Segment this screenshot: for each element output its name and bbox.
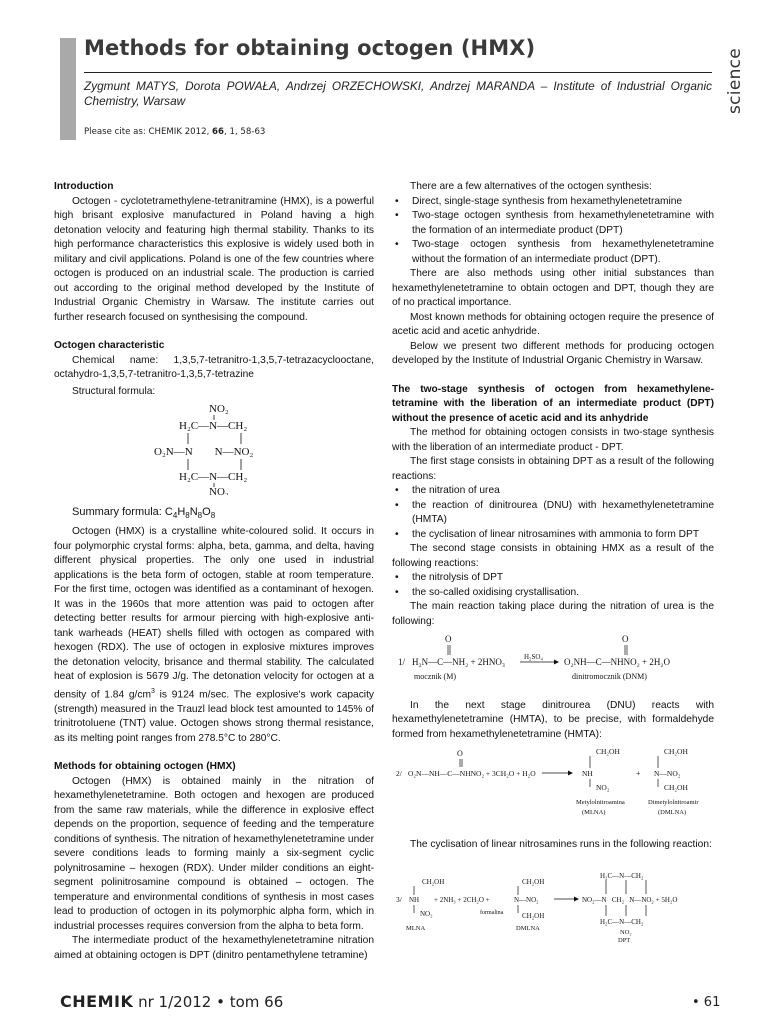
paragraph-main-reaction: The main reaction taking place during the nitration of urea is the following: <box>392 601 714 627</box>
paragraph-chemical-name: Chemical name: 1,3,5,7-tetranitro-1,3,5,7-tetrazacyclooctane, octahydro-1,3,5,7-tetranitro-1,3,5,7-tetrazine <box>54 354 374 380</box>
svg-text:H₂N—C—NH₂ + 2HNO₃: H₂N—C—NH₂ + 2HNO₃ <box>412 657 505 667</box>
article-title: Methods for obtaining octogen (HMX) <box>84 36 536 60</box>
svg-text:(MLNA): (MLNA) <box>582 809 606 816</box>
paragraph-methods: Octogen (HMX) is obtained mainly in the nitration of hexamethylenetetramine. Both octogen and hexogen are produced from the same raw materials, while the difference in explosive effect depends on the proportion, sequence of feeding and the temperature conditions of synthesis. The nitration of hexamethylenetetramine under severe conditions leads to forming mainly a six-segment cyclic polynitrosamine – hexogen (RDX). Under milder conditions an eight-segment polinitrosamine compound is obtained – octogen. The temperature and environmental conditions of synthesis in most cases lead to production of octogen in its polymorphic alpha form, which in industrial processes requires conversion from the alpha to beta form. <box>54 775 374 932</box>
svg-text:O₂N—NH—C—NHNO₂ + 3CH₂O + H₂O: O₂N—NH—C—NHNO₂ + 3CH₂O + H₂O <box>408 769 536 778</box>
svg-text:CH₂OH: CH₂OH <box>664 783 688 792</box>
second-stage-list <box>392 571 714 600</box>
svg-text:NO₂: NO₂ <box>620 929 632 936</box>
paragraph-most-known: Most known methods for obtaining octogen require the presence of acetic acid and acetic anhydride. <box>392 311 714 337</box>
svg-text:N—NO₂: N—NO₂ <box>514 896 539 904</box>
svg-text:NH: NH <box>409 896 420 904</box>
svg-text:Dimetylolnitroamir: Dimetylolnitroamir <box>648 799 699 806</box>
title-divider <box>84 72 712 73</box>
struct-row2: O₂N—N N—NO₂ <box>154 446 254 458</box>
svg-text:H₂C—N—CH₂: H₂C—N—CH₂ <box>600 918 644 926</box>
svg-text:CH₂OH: CH₂OH <box>596 747 620 756</box>
reaction-2 <box>392 742 714 822</box>
svg-text:CH₂OH: CH₂OH <box>422 878 445 886</box>
svg-text:NO₂: NO₂ <box>420 910 433 918</box>
struct-row3: H₂C—N—CH₂ <box>179 471 248 483</box>
svg-text:(DMLNA): (DMLNA) <box>658 809 687 816</box>
section-side-label <box>722 38 748 118</box>
svg-text:CH₂OH: CH₂OH <box>522 878 545 886</box>
struct-row1: H₂C—N—CH₂ <box>179 420 248 432</box>
paragraph-octogen: Octogen (HMX) is a crystalline white-coloured solid. It occurs in four polymorphic crystal forms: alpha, beta, gamma, and delta, having different physical properties. The only one used in industrial applications is the beta form of octogen, stable at room temperature. For the first time, octogen was identified as a contaminant of hexogen. It was in the 1960s that more attention was paid to octogen after detecting better results for armour piercing with high-explosive anti-tank warheads (HEAT) shells filled with octogen as compared with hexogen (RDX). The use of octogen in explosive mixtures improves the detonation velocity, brisance and thermal stability. The calculated heat of explosion is 5679 J/g. The detonation velocity for octogen at a density of 1.84 $g/cm^3$ is 9124 m/sec. The explosive's work capacity (strength) measured in the Trauzl lead block test amounted to 145% of trinitrotoluene (TNT) value. Octogen shows strong thermal resistance, as its melting point ranges from 278.5°C to 280°C. <box>54 526 374 744</box>
reaction-1 <box>392 629 714 685</box>
paragraph-alternatives: There are a few alternatives of the octogen synthesis: <box>410 181 652 192</box>
paragraph-below: Below we present two different methods for producing octogen developed by the Institute of Industrial Organic Chemistry in Warsaw. <box>392 340 714 366</box>
heading-two-stage: The two-stage synthesis of octogen from hexamethylene-tetramine with the liberation of an intermediate product (DPT) without the presence of acetic acid and its anhydride <box>392 383 714 424</box>
heading-characteristic: Octogen characteristic <box>54 340 165 351</box>
svg-text:1/: 1/ <box>398 657 406 667</box>
svg-text:O: O <box>457 749 463 758</box>
side-label-text: science <box>725 47 745 114</box>
first-stage-list <box>392 484 714 542</box>
paragraph-intermediate: The intermediate product of the hexamethylenetetramine nitration aimed at obtaining octogen is DPT (dinitro pentamethylene tetramine) <box>54 935 374 961</box>
list-item: • Two-stage octogen synthesis from hexamethylenetetramine with the formation of an intermediate product (DPT) <box>392 209 714 238</box>
svg-text:Metylolnitroamina: Metylolnitroamina <box>576 799 625 806</box>
header-accent-bar <box>60 38 76 140</box>
svg-text:dinitromocznik (DNM): dinitromocznik (DNM) <box>572 672 647 681</box>
list-item: • the cyclisation of linear nitrosamines with ammonia to form DPT <box>392 528 714 543</box>
svg-text:CH₂OH: CH₂OH <box>664 747 688 756</box>
page-number: • 61 <box>692 995 721 1010</box>
svg-text:formalina: formalina <box>480 910 504 916</box>
svg-text:O: O <box>445 634 452 644</box>
citation-line <box>84 127 265 137</box>
left-column <box>54 180 374 963</box>
journal-name: CHEMIK <box>60 992 134 1011</box>
svg-text:3/: 3/ <box>396 895 402 904</box>
svg-text:+: + <box>636 769 641 778</box>
svg-text:2/: 2/ <box>396 769 402 778</box>
list-item: • the reaction of dinitrourea (DNU) with hexamethylenetetramine (HMTA) <box>392 499 714 528</box>
paragraph-first-stage: The first stage consists in obtaining DPT as a result of the following reactions: <box>392 456 714 482</box>
cite-suffix: , 1, 58-63 <box>224 127 266 137</box>
cite-volume: 66 <box>212 127 225 137</box>
article-authors: Zygmunt MATYS, Dorota POWAŁA, Andrzej ORZECHOWSKI, Andrzej MARANDA – Institute of Industrial Organic Chemistry, Warsaw <box>84 79 712 108</box>
paragraph-method: The method for obtaining octogen consists in two-stage synthesis with the liberation of an intermediate product - DPT. <box>392 427 714 453</box>
svg-text:O: O <box>622 634 629 644</box>
alternatives-list <box>392 195 714 268</box>
svg-text:+ 2NH₃ + 2CH₂O +: + 2NH₃ + 2CH₂O + <box>434 896 490 904</box>
svg-text:O₂NH—C—NHNO₂ + 2H₂O: O₂NH—C—NHNO₂ + 2H₂O <box>564 657 670 667</box>
svg-text:NO₂—N CH₂ N—NO₂ + 5H₂O: NO₂—N CH₂ N—NO₂ + 5H₂O <box>582 896 678 904</box>
paragraph-second-stage: The second stage consists in obtaining HMX as a result of the following reactions: <box>392 543 714 569</box>
heading-methods: Methods for obtaining octogen (HMX) <box>54 761 236 773</box>
paragraph-cyclisation: The cyclisation of linear nitrosamines runs in the following reaction: <box>410 838 712 850</box>
svg-text:DMLNA: DMLNA <box>516 925 540 932</box>
svg-text:H₂C—N—CH₂: H₂C—N—CH₂ <box>600 872 644 880</box>
cite-prefix: Please cite as: CHEMIK 2012, <box>84 127 213 137</box>
list-item: • the so-called oxidising crystallisation. <box>392 586 714 601</box>
list-item: • the nitrolysis of DPT <box>392 571 714 586</box>
right-column <box>392 180 714 950</box>
summary-formula: Summary formula: $C_4H_8N_8O_8$ <box>72 505 216 520</box>
svg-text:CH₂OH: CH₂OH <box>522 912 545 920</box>
svg-text:H₂SO₄: H₂SO₄ <box>524 653 543 661</box>
svg-text:N—NO₂: N—NO₂ <box>654 769 681 778</box>
journal-issue: nr 1/2012 • tom 66 <box>133 993 284 1011</box>
svg-text:mocznik (M): mocznik (M) <box>414 672 456 681</box>
list-item: • Two-stage octogen synthesis from hexamethylenetetramine without the formation of an intermediate product (DPT). <box>392 238 714 267</box>
heading-introduction: Introduction <box>54 181 114 192</box>
svg-text:MLNA: MLNA <box>406 925 426 932</box>
svg-text:NH: NH <box>582 769 593 778</box>
paragraph-next-stage: In the next stage dinitrourea (DNU) reacts with hexamethylenetetramine (HMTA), to be precise, with formaldehyde formed from hexamethylenetetramine (HMTA): <box>392 699 714 740</box>
reaction-3 <box>392 864 714 944</box>
paragraph-intro: Octogen - cyclotetramethylene-tetranitramine (HMX), is a powerful high brisant explosive manufactured in Poland having a high detonation velocity and featuring high thermal stability. Thanks to its high performance characteristics this explosive is widely used both in military and civil applications. Poland is one of the few countries where octogen is produced on an industrial scale. The production is carried out according to the original method developed by the Institute of Industrial Organic Chemistry in Warsaw. The institute carries out further research focused on synthesising the compound. <box>54 195 374 323</box>
struct-bot: NO₂ <box>209 486 229 495</box>
svg-text:NO₂: NO₂ <box>596 783 610 792</box>
struct-top: NO₂ <box>209 403 229 415</box>
list-item: • the nitration of urea <box>392 484 714 499</box>
structural-formula <box>54 399 374 495</box>
list-item: • Direct, single-stage synthesis from hexamethylenetetramine <box>392 195 714 210</box>
footer-journal <box>60 992 283 1011</box>
paragraph-other-methods: There are also methods using other initial substances than hexamethylenetetramine to obtain octogen and DPT, though they are of no practical importance. <box>392 268 714 308</box>
paragraph-structural: Structural formula: <box>72 385 156 397</box>
svg-text:DPT: DPT <box>618 937 631 944</box>
